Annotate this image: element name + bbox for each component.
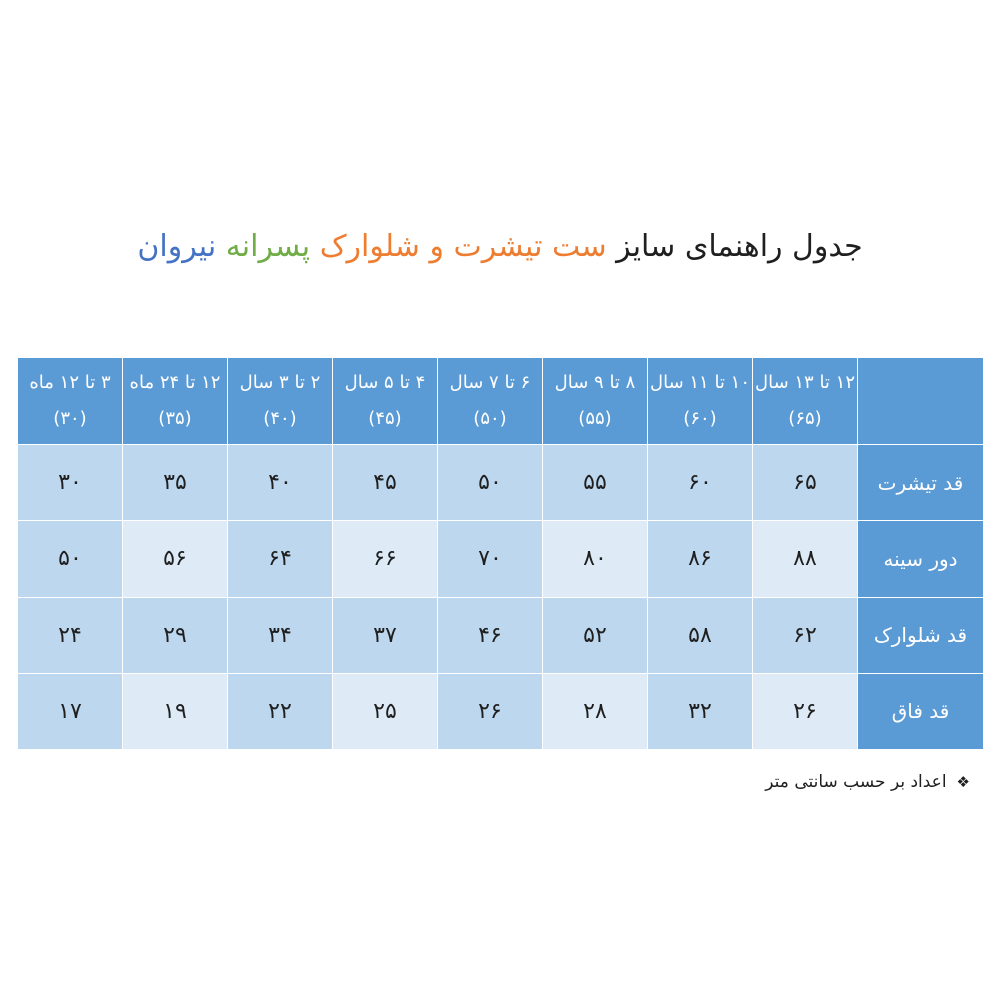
column-header [18,358,123,445]
table-cell: ۲۵ [333,673,438,749]
table-cell: ۲۹ [123,597,228,673]
table-cell: ۳۰ [18,445,123,521]
row-label: دور سینه [858,521,984,597]
row-label: قد تیشرت [858,445,984,521]
table-cell: ۳۷ [333,597,438,673]
column-age: ۳ تا ۱۲ ماه [29,372,111,393]
table-cell: ۲۶ [753,673,858,749]
table-cell: ۴۶ [438,597,543,673]
table-cell: ۵۸ [648,597,753,673]
column-header [543,358,648,445]
column-size: (۳۰) [53,408,87,429]
column-age: ۱۲ تا ۲۴ ماه [129,372,221,393]
table-cell: ۲۶ [438,673,543,749]
title-part-4: نیروان [137,229,217,264]
table-cell: ۲۸ [543,673,648,749]
table-cell: ۵۰ [438,445,543,521]
column-size: (۴۰) [263,408,297,429]
table-cell: ۶۴ [228,521,333,597]
column-size: (۶۵) [788,408,822,429]
table-cell: ۲۴ [18,597,123,673]
table-cell: ۱۹ [123,673,228,749]
column-size: (۶۰) [683,408,717,429]
table-cell: ۳۵ [123,445,228,521]
unit-note-text: اعداد بر حسب سانتی متر [765,772,947,792]
column-header [123,358,228,445]
column-header [438,358,543,445]
row-label: قد فاق [858,673,984,749]
table-row [18,673,984,749]
table-cell: ۴۵ [333,445,438,521]
table-row [18,597,984,673]
header-row [18,358,984,445]
header-corner [858,358,984,445]
table-cell: ۶۲ [753,597,858,673]
table-cell: ۶۶ [333,521,438,597]
table-row [18,521,984,597]
table-cell: ۵۵ [543,445,648,521]
table-cell: ۶۵ [753,445,858,521]
table-cell: ۶۰ [648,445,753,521]
table-cell: ۸۸ [753,521,858,597]
table-cell: ۵۲ [543,597,648,673]
column-header [648,358,753,445]
column-age: ۲ تا ۳ سال [239,372,321,393]
table-cell: ۸۶ [648,521,753,597]
diamond-bullet-icon: ❖ [956,773,970,791]
table-cell: ۸۰ [543,521,648,597]
table-cell: ۱۷ [18,673,123,749]
column-age: ۱۲ تا ۱۳ سال [755,372,855,393]
page-title [0,222,1000,272]
title-part-3: پسرانه [225,229,311,264]
column-header [228,358,333,445]
column-size: (۵۰) [473,408,507,429]
column-header [753,358,858,445]
column-age: ۴ تا ۵ سال [344,372,426,393]
column-age: ۶ تا ۷ سال [449,372,531,393]
column-size: (۴۵) [368,408,402,429]
table-cell: ۳۴ [228,597,333,673]
unit-note [765,768,970,796]
size-table [17,357,984,750]
table-cell: ۷۰ [438,521,543,597]
table-row [18,445,984,521]
column-header [333,358,438,445]
column-size: (۳۵) [158,408,192,429]
table-cell: ۴۰ [228,445,333,521]
table-cell: ۳۲ [648,673,753,749]
column-size: (۵۵) [578,408,612,429]
column-age: ۱۰ تا ۱۱ سال [650,372,750,393]
table-cell: ۵۰ [18,521,123,597]
column-age: ۸ تا ۹ سال [554,372,636,393]
title-part-1: جدول راهنمای سایز [616,229,863,264]
row-label: قد شلوارک [858,597,984,673]
table-cell: ۵۶ [123,521,228,597]
table-cell: ۲۲ [228,673,333,749]
title-part-2: ست تیشرت و شلوارک [319,229,607,264]
